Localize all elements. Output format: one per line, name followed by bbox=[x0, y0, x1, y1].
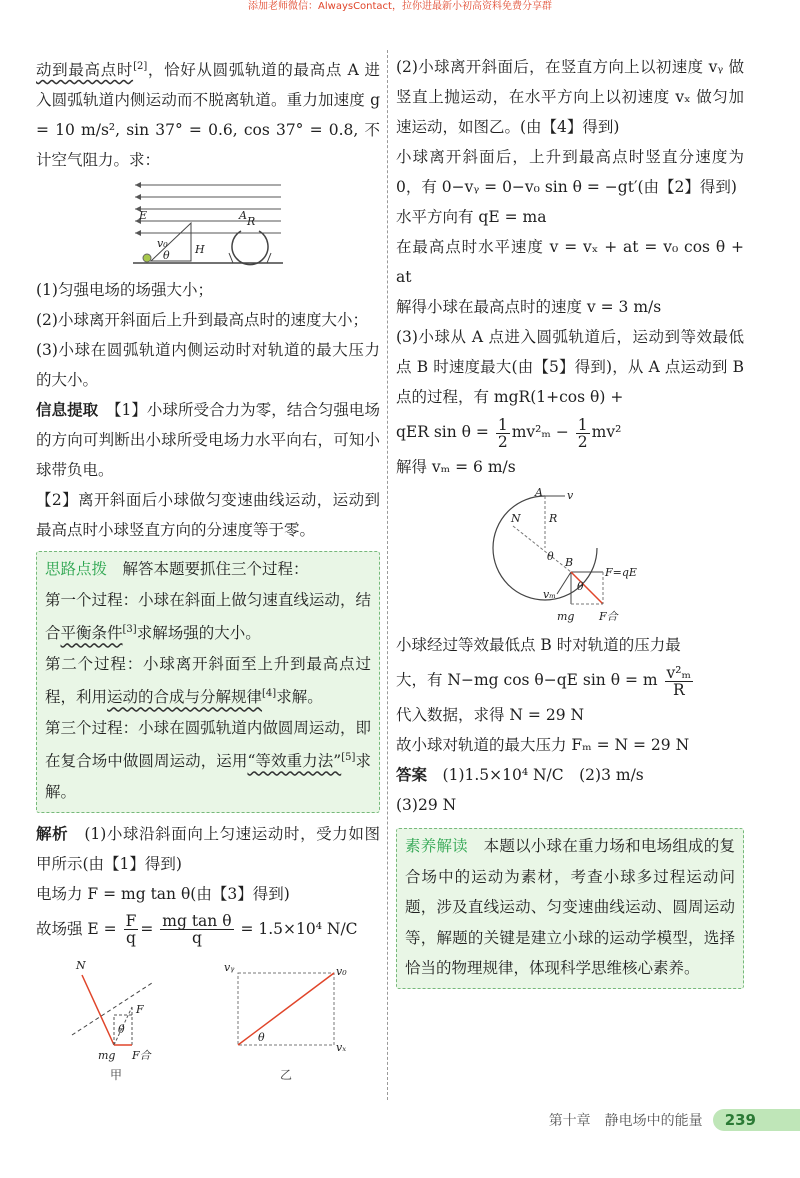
info-title: 信息提取 bbox=[36, 401, 99, 420]
analysis-1 bbox=[36, 819, 380, 879]
literacy-box bbox=[396, 828, 744, 989]
info-2: 【2】离开斜面后小球做匀变速曲线运动，运动到最高点时小球竖直方向的分速度等于零。 bbox=[36, 491, 380, 540]
step3-key: “等效重力法” bbox=[247, 752, 342, 771]
think-step-3 bbox=[45, 713, 371, 808]
problem-intro bbox=[36, 52, 380, 175]
label-R: R bbox=[247, 215, 256, 229]
analysis-2: 电场力 F = mg tan θ(由【3】得到) bbox=[36, 884, 290, 903]
c-v: v bbox=[567, 489, 574, 502]
analysis-3: 故场强 E = $\frac{F}{q}$ = $\frac{\text{mg tan θ}}{q}$ = 1.5×10⁴ N/C bbox=[36, 912, 358, 948]
yi-theta: θ bbox=[258, 1030, 265, 1044]
sol-top-speed: 在最高点时水平速度 v = vₓ + at = v₀ cos θ + at bbox=[396, 238, 744, 286]
energy-mid: mv²ₘ − bbox=[511, 423, 569, 441]
sol-part2: (2)小球离开斜面后，在竖直方向上以初速度 vᵧ 做竖直上抛运动，在水平方向上以初速度 vₓ 做匀加速运动，如图乙。(由【4】得到) bbox=[396, 58, 744, 136]
c-R: R bbox=[549, 512, 558, 525]
page-footer bbox=[549, 1108, 800, 1132]
think-title: 思路点拨 bbox=[45, 560, 108, 579]
label-v0: v₀ bbox=[157, 237, 168, 251]
sol-press: 小球经过等效最低点 B 时对轨道的压力最 bbox=[396, 636, 681, 654]
eq-e-pre: 故场强 E = bbox=[36, 919, 117, 938]
step3-a: 第三个过程：小球在圆弧轨道内做圆周运动，即在复合场中做圆周运动，运用 bbox=[45, 718, 371, 771]
energy-post: mv² bbox=[591, 423, 622, 441]
frac-f-q bbox=[124, 913, 139, 946]
answer-1: (1)1.5×10⁴ N/C (2)3 m/s bbox=[442, 766, 644, 784]
question-2: (2)小球离开斜面后上升到最高点时的速度大小； bbox=[36, 311, 368, 330]
frac-half-1 bbox=[496, 417, 510, 450]
step2-key: 运动的合成与分解规律 bbox=[107, 688, 263, 707]
jia-Fhe: F合 bbox=[132, 1048, 151, 1062]
step1-key: 平衡条件 bbox=[60, 624, 123, 643]
page-number: 239 bbox=[713, 1109, 800, 1131]
step1-a: 第一个过程：小球在斜面上做匀速直线运动，结合 bbox=[45, 590, 371, 643]
c-theta: θ bbox=[547, 550, 554, 563]
force-diagrams bbox=[36, 955, 380, 1083]
vm-den: R bbox=[672, 680, 685, 699]
literacy-text bbox=[405, 831, 735, 984]
intro-text: ，恰好从圆弧轨道的最高点 A 进入圆弧轨道内侧运动而不脱离轨道。重力加速度 g = 10 m/s², sin 37° = 0.6, cos 37° = 0.8, 不计空气阻力。求： bbox=[36, 61, 380, 170]
half1-num: 1 bbox=[497, 415, 508, 434]
column-divider bbox=[387, 50, 388, 1100]
think-intro bbox=[45, 554, 371, 585]
left-column bbox=[36, 52, 380, 1083]
analysis-title: 解析 bbox=[36, 824, 69, 843]
sol-horizontal: 水平方向有 qE = ma bbox=[396, 208, 547, 226]
eq-e-post: = 1.5×10⁴ N/C bbox=[240, 919, 358, 938]
label-E: E bbox=[139, 209, 148, 223]
info-1-text: 【1】小球所受合力为零，结合匀强电场的方向可判断出小球所受电场力水平向右，可知小球带负电。 bbox=[36, 401, 380, 480]
literacy-title: 素养解读 bbox=[405, 837, 468, 855]
frac2-den: q bbox=[191, 929, 202, 948]
c-vm: vₘ bbox=[543, 588, 556, 601]
c-N: N bbox=[511, 512, 521, 525]
sol-vertical: 小球离开斜面后，上升到最高点时竖直分速度为0，有 0−vᵧ = 0−v₀ sin θ = −gt′(由【2】得到) bbox=[396, 148, 744, 196]
c-A: A bbox=[535, 486, 543, 499]
sol-fm: 故小球对轨道的最大压力 Fₘ = N = 29 N bbox=[396, 736, 690, 754]
step3-b: 求解。 bbox=[45, 752, 371, 802]
question-1: (1)匀强电场的场强大小； bbox=[36, 281, 213, 300]
c-B: B bbox=[565, 556, 574, 569]
label-theta: θ bbox=[163, 249, 170, 263]
c-F: F=qE bbox=[605, 566, 637, 579]
think-step-2 bbox=[45, 649, 371, 713]
right-column bbox=[396, 52, 744, 995]
step2-b: 求解。 bbox=[276, 688, 323, 707]
frac1-num: F bbox=[125, 912, 137, 931]
answer-line-2: (3)29 N bbox=[396, 796, 457, 814]
answer-line-1 bbox=[396, 760, 744, 790]
chapter-title: 第十章 静电场中的能量 bbox=[548, 1113, 703, 1129]
half2-den: 2 bbox=[577, 432, 588, 451]
c-mg: mg bbox=[557, 610, 575, 623]
c-Fhe: F合 bbox=[599, 610, 618, 623]
caption-yi: 乙 bbox=[280, 1067, 293, 1082]
jia-theta: θ bbox=[118, 1022, 125, 1036]
jia-N: N bbox=[76, 958, 86, 972]
yi-v0: v₀ bbox=[336, 964, 347, 978]
sol-n: 代入数据，求得 N = 29 N bbox=[396, 706, 585, 724]
sol-result-v: 解得小球在最高点时的速度 v = 3 m/s bbox=[396, 298, 662, 316]
half2-num: 1 bbox=[577, 415, 588, 434]
step2-a: 第二个过程：小球离开斜面至上升到最高点过程，利用 bbox=[45, 654, 371, 707]
energy-pre: qER sin θ = bbox=[396, 423, 489, 441]
think-step-1 bbox=[45, 585, 371, 649]
caption-jia: 甲 bbox=[110, 1067, 123, 1082]
label-H: H bbox=[195, 243, 205, 257]
yi-vx: vₓ bbox=[336, 1040, 347, 1054]
sol-energy-eq bbox=[396, 412, 744, 452]
vm-num: v²ₘ bbox=[666, 663, 692, 682]
yi-vy: vᵧ bbox=[224, 960, 235, 974]
jia-mg: mg bbox=[98, 1048, 116, 1062]
step1-b: 求解场强的大小。 bbox=[136, 624, 261, 643]
setup-diagram bbox=[133, 179, 283, 271]
frac1-den: q bbox=[126, 929, 136, 948]
analysis-1-text: (1)小球沿斜面向上匀速运动时，受力如图甲所示(由【1】得到) bbox=[36, 824, 380, 873]
ref-mark-4: [4] bbox=[262, 688, 277, 700]
think-box bbox=[36, 551, 380, 812]
label-A: A bbox=[239, 209, 247, 223]
think-intro-text: 解答本题要抓住三个过程： bbox=[122, 560, 309, 579]
frac-vm-r bbox=[665, 665, 693, 698]
half1-den: 2 bbox=[497, 432, 508, 451]
sol-press-eq bbox=[396, 660, 744, 700]
jia-F: F bbox=[136, 1002, 144, 1016]
top-watermark-note: 添加老师微信：AlwaysContact，拉你进最新小初高资料免费分享群 bbox=[248, 1, 552, 12]
ref-mark-2: [2] bbox=[133, 61, 148, 72]
ref-mark-5: [5] bbox=[341, 752, 356, 764]
circle-diagram bbox=[485, 486, 655, 626]
intro-underlined: 动到最高点时 bbox=[36, 61, 134, 80]
frac2-num: mg tan θ bbox=[162, 912, 232, 931]
question-3: (3)小球在圆弧轨道内侧运动时对轨道的最大压力的大小。 bbox=[36, 341, 380, 390]
answer-title: 答案 bbox=[396, 766, 428, 784]
sol-part3: (3)小球从 A 点进入圆弧轨道后，运动到等效最低点 B 时速度最大(由【5】得到)，从 A 点运动到 B 点的过程，有 mgR(1+cos θ) + bbox=[396, 328, 744, 406]
c-theta2: θ bbox=[577, 580, 584, 593]
diagram-jia bbox=[62, 955, 172, 1083]
frac-half-2 bbox=[576, 417, 590, 450]
ref-mark-3: [3] bbox=[122, 624, 137, 636]
sol-result-vm: 解得 vₘ = 6 m/s bbox=[396, 458, 516, 476]
info-1 bbox=[36, 395, 380, 485]
literacy-body: 本题以小球在重力场和电场组成的复合场中的运动为素材，考查小球多过程运动问题，涉及直线运动、匀变速曲线运动、圆周运动等，解题的关键是建立小球的运动学模型，选择恰当的物理规律，体现科学思维核心素养。 bbox=[405, 837, 735, 977]
diagram-yi bbox=[224, 955, 354, 1083]
frac-mg-q bbox=[160, 913, 233, 946]
press-pre: 大，有 N−mg cos θ−qE sin θ = m bbox=[396, 671, 658, 689]
